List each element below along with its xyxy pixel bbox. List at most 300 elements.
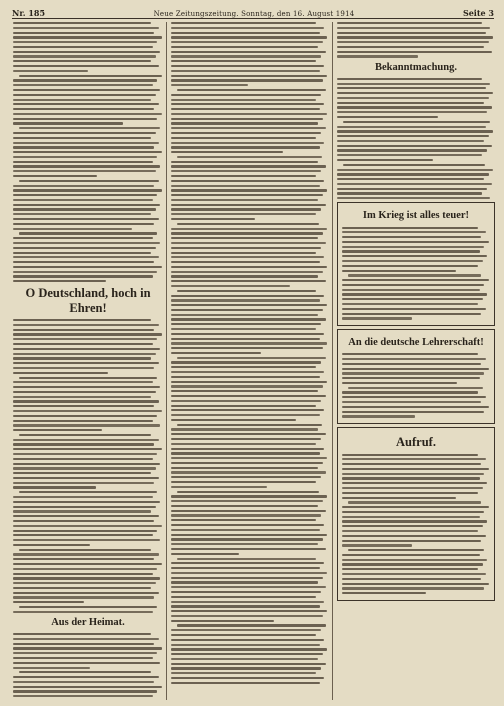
text-line (342, 401, 481, 403)
text-line (337, 111, 487, 113)
text-line (342, 317, 412, 319)
text-line (171, 577, 323, 579)
text-line (171, 405, 316, 407)
text-line (13, 453, 157, 455)
text-line (13, 118, 157, 120)
text-line (13, 228, 132, 230)
text-line (177, 89, 326, 91)
text-line (337, 130, 493, 132)
text-line (171, 581, 318, 583)
text-line (342, 382, 457, 384)
text-line (13, 51, 160, 53)
text-line (342, 303, 478, 305)
text-line (342, 525, 483, 527)
text-line (13, 501, 160, 503)
text-line (171, 347, 323, 349)
text-line (13, 647, 162, 649)
text-line (13, 165, 160, 167)
text-line (177, 156, 322, 158)
text-line (171, 185, 320, 187)
text-line (171, 361, 321, 363)
text-line (13, 242, 160, 244)
text-line (13, 429, 102, 431)
text-line (13, 400, 159, 402)
text-line (13, 108, 154, 110)
text-line (342, 592, 426, 594)
text-line (171, 342, 327, 344)
text-line (171, 534, 327, 536)
text-line (342, 482, 487, 484)
text-line (13, 577, 160, 579)
text-line (13, 79, 157, 81)
text-line (171, 275, 318, 277)
text-line (342, 246, 484, 248)
text-line (171, 218, 255, 220)
text-line (171, 75, 327, 77)
text-line (171, 175, 316, 177)
text-line (13, 27, 159, 29)
text-line (337, 159, 433, 161)
text-line (171, 629, 321, 631)
text-line (171, 151, 283, 153)
text-line (171, 46, 318, 48)
text-line (171, 27, 324, 29)
section-heading-heimat: Aus der Heimat. (51, 616, 125, 628)
text-line (171, 409, 324, 411)
text-line (171, 194, 323, 196)
text-line (171, 165, 326, 167)
text-line (13, 676, 159, 678)
text-line (342, 458, 486, 460)
text-line (13, 362, 159, 364)
text-line (13, 333, 162, 335)
text-line (171, 615, 323, 617)
text-line (13, 348, 160, 350)
text-line (171, 32, 320, 34)
text-line (337, 41, 489, 43)
text-line (342, 473, 484, 475)
text-line (13, 439, 159, 441)
issue-number: Nr. 185 (12, 8, 46, 18)
text-line (337, 178, 484, 180)
text-line (348, 274, 481, 276)
text-line (171, 189, 327, 191)
text-line (342, 241, 489, 243)
text-line (171, 242, 326, 244)
text-line (171, 419, 296, 421)
text-line (13, 458, 153, 460)
text-line (171, 208, 321, 210)
text-line (171, 596, 316, 598)
text-line (13, 553, 159, 555)
text-line (13, 525, 162, 527)
text-line (13, 275, 153, 277)
text-line (171, 529, 320, 531)
text-line (342, 377, 480, 379)
text-line (171, 553, 239, 555)
text-line (337, 83, 490, 85)
text-line (13, 213, 151, 215)
text-line (13, 70, 88, 72)
text-line (13, 520, 154, 522)
text-line (171, 519, 316, 521)
text-line (342, 540, 481, 542)
text-line (19, 606, 157, 608)
text-line (337, 197, 490, 199)
text-line (342, 477, 480, 479)
text-line (337, 46, 484, 48)
text-line (337, 135, 489, 137)
text-line (13, 266, 162, 268)
text-line (171, 543, 318, 545)
text-line (171, 452, 320, 454)
text-line (171, 500, 323, 502)
text-line (337, 149, 487, 151)
text-line (171, 79, 323, 81)
text-line (342, 563, 483, 565)
text-line (13, 46, 153, 48)
text-line (337, 145, 492, 147)
text-line (171, 601, 324, 603)
text-line (337, 32, 486, 34)
text-line (13, 353, 156, 355)
text-line (13, 592, 159, 594)
text-line (342, 396, 486, 398)
advert-heading-lehrerschaft: An die deutsche Lehrerschaft! (348, 337, 484, 349)
text-line (171, 572, 327, 574)
text-line (177, 424, 322, 426)
text-line (342, 236, 481, 238)
text-line (171, 51, 326, 53)
text-line (171, 161, 318, 163)
text-line (13, 142, 159, 144)
text-line (171, 36, 327, 38)
text-line (13, 175, 97, 177)
text-line (337, 154, 482, 156)
text-line (342, 255, 487, 257)
column-right (337, 22, 495, 700)
advert-lehrerschaft-box (337, 329, 495, 424)
text-line (171, 658, 318, 660)
text-line (171, 261, 320, 263)
text-line (13, 156, 157, 158)
text-line (13, 596, 154, 598)
advert-krieg-box (337, 202, 495, 326)
text-line (13, 151, 162, 153)
text-line (171, 567, 320, 569)
text-line (13, 84, 153, 86)
text-line (13, 132, 156, 134)
text-line (13, 657, 153, 659)
text-line (13, 544, 90, 546)
text-line (342, 535, 486, 537)
text-line (337, 27, 490, 29)
text-line (171, 495, 327, 497)
text-line (171, 586, 326, 588)
text-line (171, 510, 326, 512)
text-line (337, 97, 489, 99)
text-line (171, 84, 248, 86)
text-line (171, 591, 321, 593)
text-line (342, 250, 480, 252)
text-line (171, 677, 324, 679)
text-line (171, 127, 326, 129)
text-line (171, 562, 324, 564)
text-line (13, 161, 153, 163)
text-line (13, 695, 153, 697)
text-line (13, 587, 151, 589)
text-line (342, 544, 412, 546)
text-line (342, 293, 487, 295)
text-line (13, 510, 151, 512)
text-line (13, 534, 153, 536)
text-line (342, 391, 478, 393)
text-line (342, 406, 489, 408)
text-line (13, 367, 154, 369)
text-line (171, 457, 327, 459)
text-line (13, 686, 162, 688)
text-line (171, 304, 327, 306)
text-line (171, 146, 320, 148)
article-text-block (13, 22, 163, 282)
text-line (13, 582, 156, 584)
text-line (13, 372, 108, 374)
text-line (171, 471, 326, 473)
text-line (13, 563, 162, 565)
text-line (171, 644, 320, 646)
text-line (171, 538, 323, 540)
text-line (177, 357, 326, 359)
text-line (19, 549, 151, 551)
text-line (13, 463, 160, 465)
text-line (13, 601, 84, 603)
text-line (171, 667, 321, 669)
text-line (342, 520, 487, 522)
text-line (171, 328, 316, 330)
text-line (171, 299, 320, 301)
text-line (171, 467, 318, 469)
text-line (13, 103, 159, 105)
text-line (171, 204, 326, 206)
text-line (171, 70, 320, 72)
text-line (13, 218, 159, 220)
text-line (13, 55, 156, 57)
text-line (171, 41, 323, 43)
text-line (13, 252, 151, 254)
text-line (13, 343, 153, 345)
text-line (337, 22, 482, 24)
text-line (13, 643, 154, 645)
text-line (13, 448, 162, 450)
text-line (342, 363, 481, 365)
text-line (342, 587, 484, 589)
text-line (13, 420, 153, 422)
text-line (337, 87, 486, 89)
text-line (171, 610, 327, 612)
text-line (171, 505, 318, 507)
text-line (171, 381, 327, 383)
text-line (13, 638, 159, 640)
text-line (19, 180, 159, 182)
text-line (177, 290, 316, 292)
text-line (19, 671, 151, 673)
text-line (171, 180, 324, 182)
text-line (13, 22, 151, 24)
text-line (171, 142, 324, 144)
text-line (337, 78, 482, 80)
text-line (171, 60, 316, 62)
article-text-block (337, 78, 495, 200)
text-line (342, 463, 481, 465)
text-line (177, 624, 326, 626)
text-line (177, 558, 316, 560)
text-line (171, 309, 323, 311)
text-line (13, 329, 154, 331)
text-line (13, 662, 160, 664)
text-line (13, 506, 156, 508)
advert-heading-aufruf: Aufruf. (396, 435, 436, 450)
text-line (171, 481, 316, 483)
advert-aufruf-box (337, 427, 495, 601)
text-line (171, 122, 318, 124)
text-line (13, 247, 156, 249)
text-line (343, 164, 485, 166)
text-line (342, 289, 480, 291)
text-line (13, 189, 162, 191)
text-line (342, 568, 478, 570)
text-line (342, 260, 483, 262)
notice-heading: Bekanntmachung. (375, 61, 457, 73)
text-line (171, 271, 323, 273)
text-line (13, 94, 156, 96)
text-line (13, 194, 157, 196)
text-line (13, 472, 151, 474)
text-line (337, 183, 492, 185)
text-line (13, 530, 157, 532)
text-line (13, 415, 157, 417)
text-line (171, 323, 321, 325)
text-line (19, 232, 157, 234)
text-line (19, 75, 162, 77)
text-line (342, 308, 486, 310)
text-line (171, 371, 324, 373)
text-line (13, 681, 154, 683)
column-rule (166, 22, 167, 700)
text-line (342, 530, 478, 532)
text-line (342, 497, 456, 499)
text-line (171, 395, 326, 397)
text-line (13, 256, 159, 258)
text-line (13, 261, 154, 263)
text-line (171, 318, 326, 320)
text-line (13, 667, 90, 669)
text-line (342, 265, 478, 267)
text-line (13, 146, 154, 148)
text-line (342, 227, 478, 229)
text-line (13, 496, 153, 498)
text-line (171, 99, 316, 101)
text-line (13, 65, 159, 67)
text-line (171, 65, 324, 67)
text-line (171, 266, 327, 268)
text-line (342, 231, 486, 233)
text-line (171, 385, 323, 387)
text-line (342, 454, 478, 456)
text-line (171, 524, 324, 526)
text-line (171, 663, 326, 665)
text-line (171, 682, 320, 684)
text-line (342, 313, 481, 315)
text-line (342, 578, 481, 580)
text-line (337, 36, 493, 38)
text-line (342, 516, 480, 518)
advert-heading-krieg: Im Krieg ist alles teuer! (362, 210, 470, 222)
text-line (13, 170, 156, 172)
text-line (177, 223, 319, 225)
text-line (13, 539, 160, 541)
text-line (13, 410, 162, 412)
text-line (13, 36, 162, 38)
text-line (171, 55, 321, 57)
text-line (13, 652, 157, 654)
text-line (171, 634, 316, 636)
text-line (171, 514, 321, 516)
text-line (13, 633, 151, 635)
text-line (337, 126, 486, 128)
advert-text-block (342, 227, 490, 320)
text-line (171, 639, 324, 641)
article-text-block (337, 22, 495, 58)
text-line (171, 462, 323, 464)
text-line (13, 271, 157, 273)
text-line (171, 228, 327, 230)
headline-deutschland: O Deutschland, hoch in Ehren! (25, 286, 151, 315)
text-line (337, 173, 489, 175)
text-line (171, 620, 274, 622)
text-line (171, 22, 316, 24)
text-line (13, 443, 154, 445)
text-line (13, 199, 153, 201)
text-line (13, 89, 160, 91)
column-left (13, 22, 163, 700)
text-line (13, 396, 151, 398)
text-line (13, 405, 154, 407)
text-line (171, 170, 321, 172)
advert-text-block (342, 353, 490, 417)
text-line (171, 448, 324, 450)
text-line (342, 559, 487, 561)
text-line (171, 476, 321, 478)
text-line (171, 653, 323, 655)
text-line (177, 491, 319, 493)
text-line (171, 113, 327, 115)
text-line (337, 102, 484, 104)
text-line (171, 295, 324, 297)
text-line (171, 390, 318, 392)
text-line (171, 213, 316, 215)
text-line (337, 106, 492, 108)
column-rule (332, 22, 333, 700)
text-line (171, 400, 321, 402)
text-line (342, 270, 456, 272)
text-line (19, 127, 160, 129)
text-line (19, 377, 157, 379)
text-line (171, 648, 327, 650)
text-line (13, 467, 156, 469)
text-line (171, 247, 321, 249)
text-line (13, 386, 160, 388)
text-line (171, 338, 320, 340)
